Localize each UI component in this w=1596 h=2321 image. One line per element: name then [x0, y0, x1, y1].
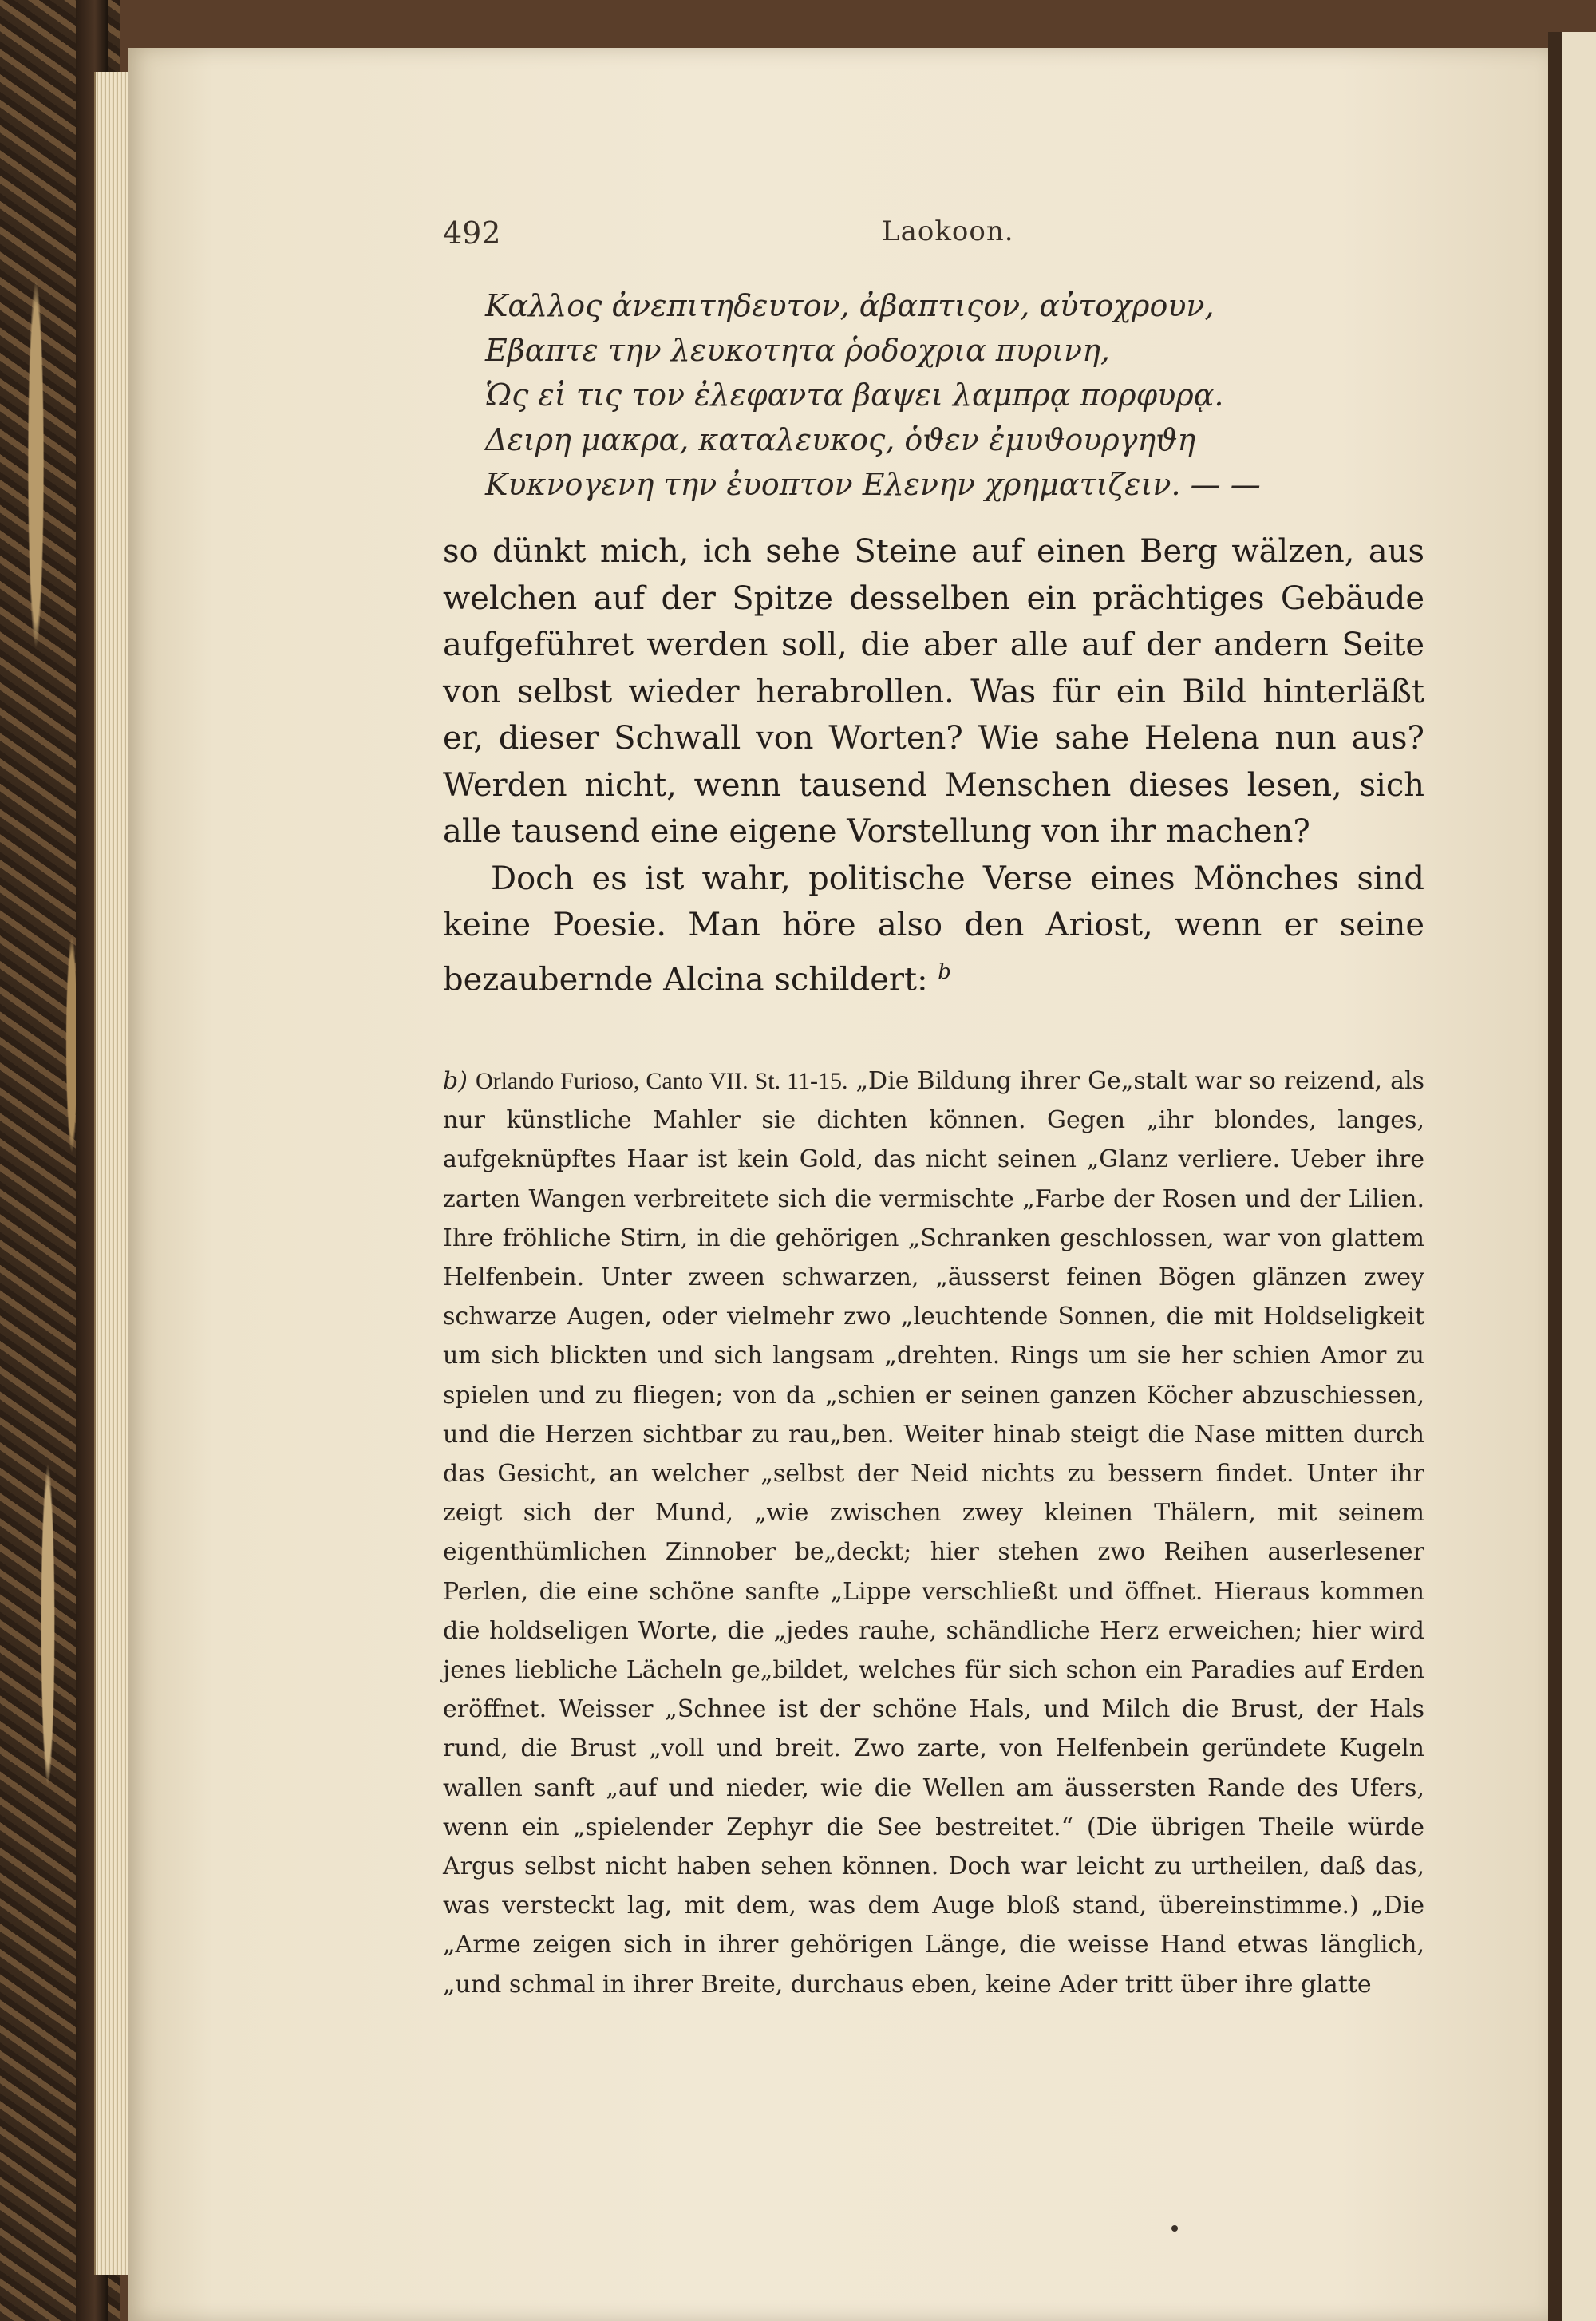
footnote-marker[interactable]: b	[938, 959, 951, 984]
greek-verse-line: Δειρη μακρα, καταλευκος, ὁϑεν ἐμυϑουργηϑη	[485, 422, 1196, 457]
adjacent-page-edge	[1548, 32, 1596, 2321]
page-number: 492	[443, 215, 501, 251]
running-head	[443, 215, 1400, 263]
greek-verse-line: Εβαπτε την λευκοτητα ῥοδοχρια πυρινη,	[485, 333, 1110, 368]
main-text	[443, 528, 1424, 1002]
footnote-source: Orlando Furioso, Canto VII. St. 11-15.	[475, 1068, 848, 1094]
running-title: Laokoon.	[882, 215, 1014, 247]
ink-dot	[1171, 2225, 1178, 2232]
footnote-label: b)	[443, 1067, 468, 1095]
footnote-text: „Die Bildung ihrer Ge„stalt war so reizend, als nur künstliche Mahler sie dichten können. Gegen „ihr blondes, langes, aufgeknüpftes Haar ist kein Gold, das nicht seinen „Glanz verliere. Ueber ihre zarten Wangen verbreitete sich die vermischte „Farbe der Rosen und der Lilien. Ihre fröhliche Stirn, in die gehörigen „Schranken geschlossen, war von glattem Helfenbein. Unter zween schwarzen, „äusserst feinen Bögen glänzen zwey schwarze Augen, oder vielmehr zwo „leuchtende Sonnen, die mit Holdseligkeit um sich blickten und sich langsam „drehten. Rings um sie her schien Amor zu spielen und zu fliegen; von da „schien er seinen ganzen Köcher abzuschiessen, und die Herzen sichtbar zu rau„ben. Weiter hinab steigt die Nase mitten durch das Gesicht, an welcher „selbst der Neid nichts zu bessern findet. Unter ihr zeigt sich der Mund, „wie zwischen zwey kleinen Thälern, mit seinem eigenthümlichen Zinnober be„deckt; hier stehen zwo Reihen auserlesener Perlen, die eine schöne sanfte „Lippe verschließt und öffnet. Hieraus kommen die holdseligen Worte, die „jedes rauhe, schändliche Herz erweichen; hier wird jenes liebliche Lächeln ge„bildet, welches für sich schon ein Paradies auf Erden eröffnet. Weisser „Schnee ist der schöne Hals, und Milch die Brust, der Hals rund, die Brust „voll und breit. Zwo zarte, von Helfenbein geründete Kugeln wallen sanft „auf und nieder, wie die Wellen am äussersten Rande des Ufers, wenn ein „spielender Zephyr die See bestreitet.“ (Die übrigen Theile würde Argus selbst nicht haben sehen können. Doch war leicht zu urtheilen, daß das, was versteckt lag, mit dem, was dem Auge bloß stand, übereinstimme.) „Die „Arme zeigen sich in ihrer gehörigen Länge, die weisse Hand etwas länglich, „und schmal in ihrer Breite, durchaus eben, keine Ader tritt über ihre glatte	[443, 1067, 1424, 1999]
greek-verse-line: Καλλος ἀνεπιτηδευτον, ἀβαπτιςον, αὐτοχρουν,	[485, 288, 1215, 323]
paragraph	[443, 856, 1424, 1003]
paragraph-text: Doch es ist wahr, politische Verse eines Mönches sind keine Poesie. Man höre also den Ariost, wenn er seine bezaubernde Alcina schildert:	[443, 860, 1424, 998]
paragraph: so dünkt mich, ich sehe Steine auf einen Berg wälzen, aus welchen auf der Spitze desselben ein prächtiges Gebäude aufgeführet werden soll, die aber alle auf der andern Seite von selbst wieder herabrollen. Was für ein Bild hinterläßt er, dieser Schwall von Worten? Wie sahe Helena nun aus? Werden nicht, wenn tausend Menschen dieses lesen, sich alle tausend eine eigene Vorstellung von ihr machen?	[443, 533, 1424, 850]
footnote	[443, 1062, 1424, 2004]
greek-verse-line: Κυκνογενη την ἐυοπτον Ελενην χρηματιζειν. — —	[485, 467, 1261, 502]
greek-verse-block	[485, 283, 1403, 507]
greek-verse-line: Ὡς εἰ τις τον ἐλεφαντα βαψει λαμπρᾳ πορφυρᾳ.	[485, 378, 1224, 413]
